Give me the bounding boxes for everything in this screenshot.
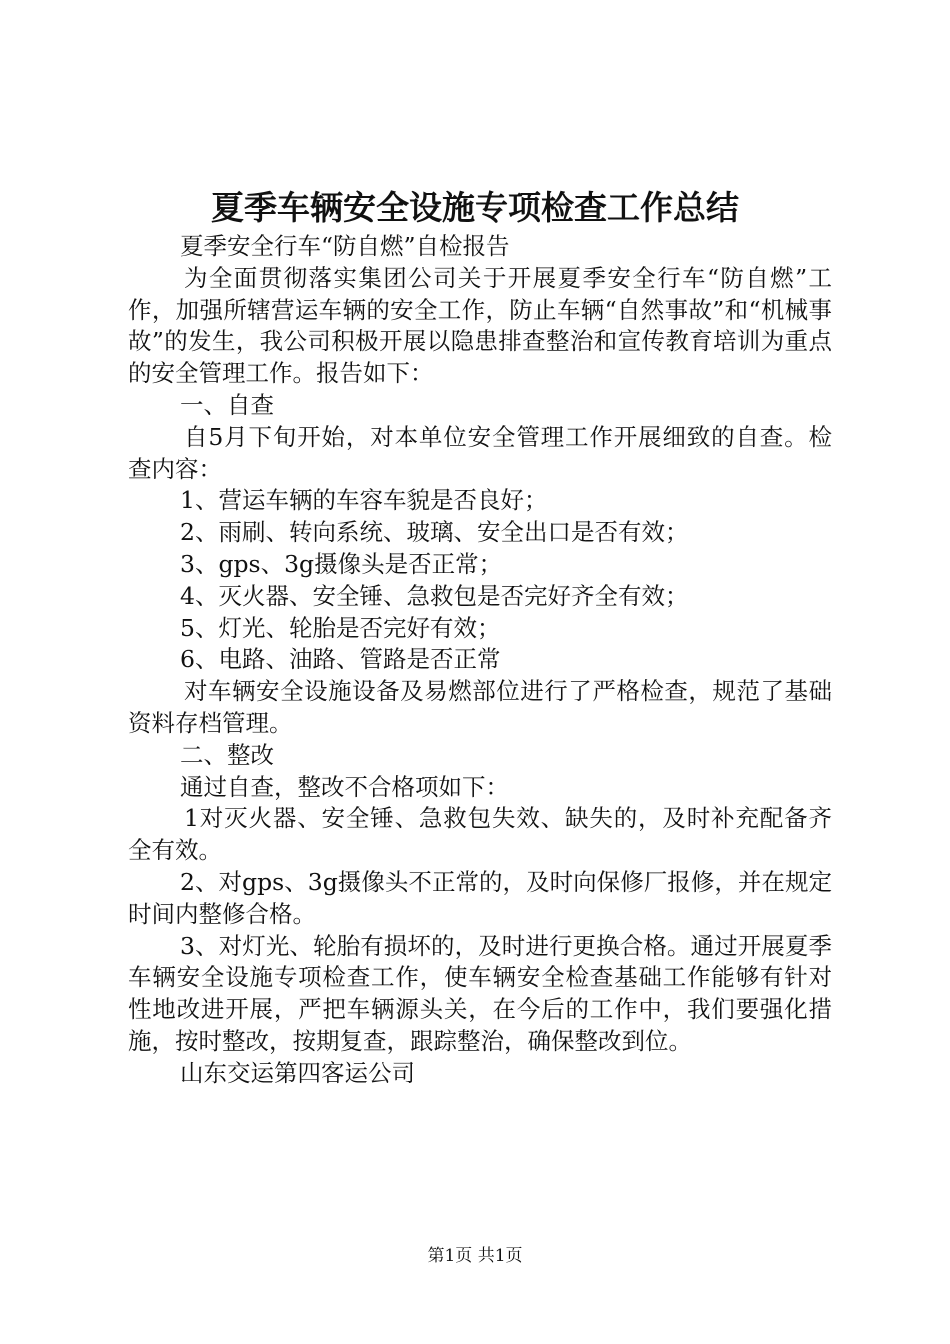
rectification-item: 1对灭火器、安全锤、急救包失效、缺失的，及时补充配备齐全有效。 <box>128 804 832 865</box>
page-footer: 第1页 共1页 <box>427 1246 523 1266</box>
inspection-summary-paragraph: 对车辆安全设施设备及易燃部位进行了严格检查，规范了基础资料存档管理。 <box>128 677 832 737</box>
intro-paragraph: 为全面贯彻落实集团公司关于开展夏季安全行车“防自燃”工作，加强所辖营运车辆的安全工作，防止车辆“自然事故”和“机械事故”的发生，我公司积极开展以隐患排查整治和宣传教育培训为重点的安全管理工作。报告如下： <box>128 263 832 388</box>
check-item: 1、营运车辆的车容车貌是否良好； <box>180 486 548 515</box>
check-item: 3、gps、3g摄像头是否正常； <box>180 549 503 578</box>
report-subtitle: 夏季安全行车“防自燃”自检报告 <box>180 232 510 260</box>
document-body <box>128 231 832 1090</box>
self-check-paragraph: 自5月下旬开始，对本单位安全管理工作开展细致的自查。检查内容： <box>128 422 832 483</box>
document-title: 夏季车辆安全设施专项检查工作总结 <box>211 188 739 227</box>
section-heading-self-check: 一、自查 <box>180 390 274 419</box>
check-item: 4、灭火器、安全锤、急救包是否完好齐全有效； <box>180 581 689 610</box>
signature-company: 山东交运第四客运公司 <box>180 1058 415 1087</box>
check-item: 2、雨刷、转向系统、玻璃、安全出口是否有效； <box>180 518 689 547</box>
section-heading-rectification: 二、整改 <box>180 740 274 769</box>
check-item: 5、灯光、轮胎是否完好有效； <box>180 613 501 642</box>
rectification-item: 3、对灯光、轮胎有损坏的，及时进行更换合格。通过开展夏季车辆安全设施专项检查工作，使车辆安全检查基础工作能够有针对性地改进开展，严把车辆源头关，在今后的工作中，我们要强化措施，按时整改，按期复查，跟踪整治，确保整改到位。 <box>128 931 832 1055</box>
rectification-item: 2、对gps、3g摄像头不正常的，及时向保修厂报修，并在规定时间内整修合格。 <box>128 867 832 928</box>
check-item: 6、电路、油路、管路是否正常 <box>180 645 501 674</box>
rectification-intro: 通过自查，整改不合格项如下： <box>180 772 509 801</box>
